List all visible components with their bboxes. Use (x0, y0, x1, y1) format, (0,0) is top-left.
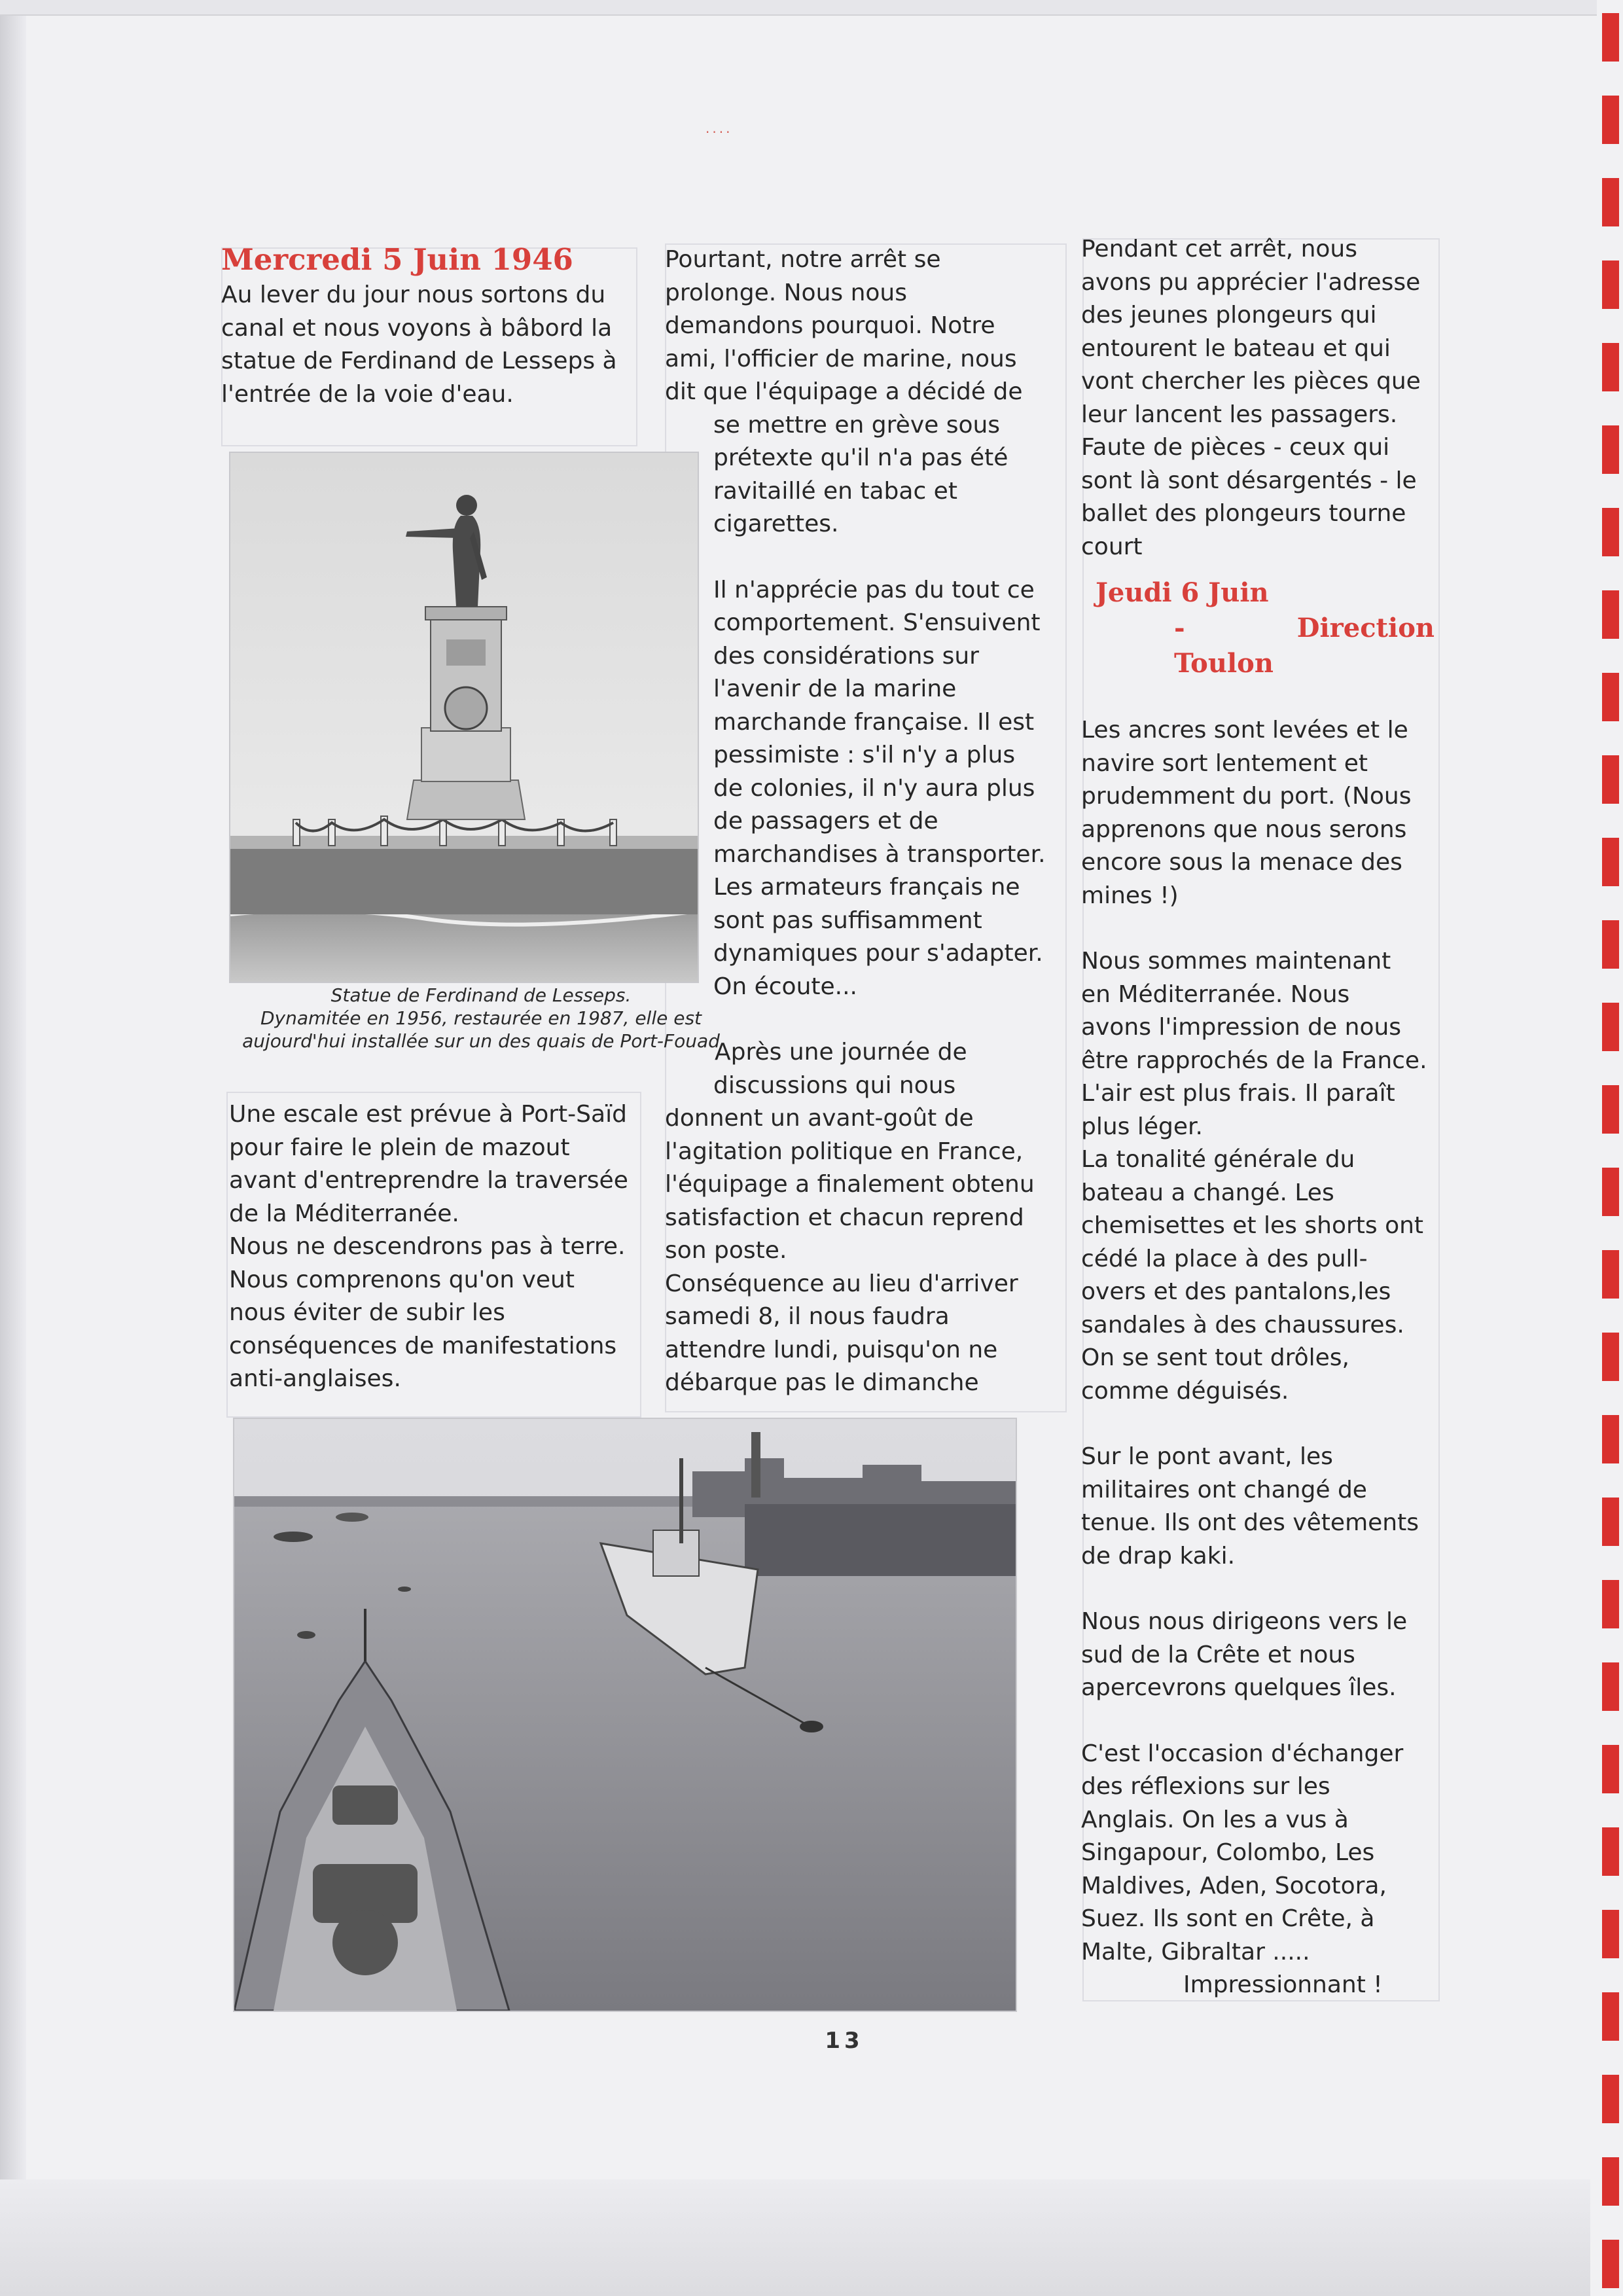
harbour-photo (233, 1418, 1017, 2012)
col3-line: militaires ont changé de (1081, 1476, 1367, 1503)
binding-notch (1602, 920, 1619, 969)
col3-line: Faute de pièces - ceux qui (1081, 434, 1390, 461)
col1-line: conséquences de manifestations (229, 1332, 617, 1359)
col3-line: court (1081, 533, 1143, 560)
col3-line: Nous nous dirigeons vers le (1081, 1608, 1408, 1635)
col3-line: navire sort lentement et (1081, 749, 1368, 777)
col2-line: prolonge. Nous nous (665, 279, 908, 306)
col3-line: Malte, Gibraltar ..... (1081, 1938, 1310, 1965)
statue-photo (229, 452, 699, 983)
col2-line: discussions qui nous (713, 1071, 956, 1099)
col2-line: son poste. (665, 1237, 787, 1264)
binding-notch (1602, 1250, 1619, 1299)
page-number: 13 (825, 2028, 864, 2054)
col2-line: marchandises à transporter. (713, 840, 1046, 868)
col3-line: Maldives, Aden, Socotora, (1081, 1872, 1387, 1899)
col2-line: Après une journée de (715, 1039, 967, 1066)
binding-notch (1602, 1827, 1619, 1876)
binding-notch (1602, 1745, 1619, 1793)
binding-notch (1602, 425, 1619, 474)
heading-jeudi (1081, 575, 1435, 681)
col3-line: cédé la place à des pull- (1081, 1245, 1368, 1272)
col2-line: dit que l'équipage a décidé de (665, 378, 1023, 405)
col3-line: On se sent tout drôles, (1081, 1344, 1349, 1371)
col3-line: sont là sont désargentés - le (1081, 467, 1417, 494)
col2-line: comportement. S'ensuivent (713, 609, 1041, 636)
col2-line: prétexte qu'il n'a pas été (713, 444, 1008, 471)
binding-notch (1602, 673, 1619, 721)
col3-line: Anglais. On les a vus à (1081, 1806, 1349, 1833)
binding-notch (1602, 260, 1619, 309)
heading-jeudi-line2: - Direction Toulon (1174, 613, 1435, 679)
binding-notch (1602, 1580, 1619, 1628)
col3-line: apprenons que nous serons (1081, 816, 1407, 843)
col1-line: avant d'entreprendre la traversée (229, 1167, 628, 1194)
col1-line: canal et nous voyons à bâbord la (221, 314, 613, 342)
binding-notch (1602, 1003, 1619, 1051)
col2-line: Pourtant, notre arrêt se (665, 246, 941, 273)
col3-line: Nous sommes maintenant (1081, 948, 1391, 975)
col2-line: débarque pas le dimanche (665, 1369, 979, 1396)
col3-line: mines !) (1081, 882, 1179, 909)
col3-line: tenue. Ils ont des vêtements (1081, 1509, 1419, 1536)
page-left-edge (0, 0, 26, 2296)
column-2 (665, 243, 1058, 1400)
column-1-intro (221, 241, 630, 411)
col3-line: de drap kaki. (1081, 1542, 1236, 1570)
col2-line: sont pas suffisamment (713, 906, 982, 934)
col2-line: Il n'apprécie pas du tout ce (713, 576, 1035, 603)
col3-line: plus léger. (1081, 1113, 1203, 1140)
binding-notch (1602, 96, 1619, 144)
col3-line: être rapprochés de la France. (1081, 1047, 1427, 1074)
column-1-escale (229, 1098, 635, 1396)
col3-line: sud de la Crête et nous (1081, 1641, 1355, 1668)
top-mark: .... (705, 120, 733, 136)
col3-line: prudemment du port. (Nous (1081, 783, 1412, 810)
col2-line: marchande française. Il est (713, 708, 1035, 736)
col3-line: bateau a changé. Les (1081, 1179, 1334, 1206)
binding-notch (1602, 590, 1619, 639)
binding-notch (1602, 1415, 1619, 1463)
col3-line: des réflexions sur les (1081, 1773, 1330, 1800)
binding-notch (1602, 1662, 1619, 1711)
binding-notch (1602, 13, 1619, 62)
col2-line: donnent un avant-goût de (665, 1105, 974, 1132)
col2-line: l'équipage a finalement obtenu (665, 1171, 1035, 1198)
binding-notch (1602, 1910, 1619, 1958)
col2-line: de passagers et de (713, 808, 938, 834)
col1-line: anti-anglaises. (229, 1365, 401, 1392)
col3-line: Singapour, Colombo, Les (1081, 1839, 1375, 1866)
col2-line: satisfaction et chacun reprend (665, 1204, 1024, 1231)
col2-line: demandons pourquoi. Notre (665, 312, 995, 339)
col2-line: de colonies, il n'y aura plus (713, 774, 1035, 802)
page-top-edge (0, 0, 1597, 16)
col3-line: Les ancres sont levées et le (1081, 717, 1408, 744)
col3-line: Sur le pont avant, les (1081, 1443, 1333, 1470)
binding-notch (1602, 2075, 1619, 2123)
binding-notch (1602, 1085, 1619, 1134)
closing-line: Impressionnant ! (1183, 1971, 1383, 1998)
col3-line: apercevrons quelques îles. (1081, 1674, 1397, 1701)
binding-notch (1602, 755, 1619, 804)
binding-notch (1602, 1333, 1619, 1381)
col2-line: cigarettes. (713, 511, 839, 537)
col1-line: nous éviter de subir les (229, 1299, 505, 1326)
heading-mercredi: Mercredi 5 Juin 1946 (221, 242, 573, 277)
ring-binding (1584, 0, 1623, 2296)
col2-line: se mettre en grève sous (713, 411, 1001, 439)
col3-line: sandales à des chaussures. (1081, 1311, 1404, 1338)
col2-line: Conséquence au lieu d'arriver (665, 1270, 1018, 1297)
col1-line: statue de Ferdinand de Lesseps à (221, 348, 617, 374)
page-bottom-edge (0, 2179, 1590, 2296)
col2-line: dynamiques pour s'adapter. (713, 940, 1043, 967)
col1-line: Nous comprenons qu'on veut (229, 1266, 575, 1293)
binding-notch (1602, 1168, 1619, 1216)
col3-line: ballet des plongeurs tourne (1081, 500, 1406, 527)
binding-notch (1602, 508, 1619, 556)
caption-line: Statue de Ferdinand de Lesseps. (330, 984, 632, 1006)
col2-line: attendre lundi, puisqu'on ne (665, 1336, 998, 1363)
col3-line: leur lancent les passagers. (1081, 401, 1398, 428)
caption-line: Dynamitée en 1956, restaurée en 1987, elle est (260, 1007, 702, 1029)
col3-line: avons l'impression de nous (1081, 1014, 1402, 1041)
col3-line: overs et des pantalons,les (1081, 1278, 1391, 1305)
col1-line: l'entrée de la voie d'eau. (221, 380, 514, 408)
binding-notch (1602, 1498, 1619, 1546)
heading-jeudi-line1: Jeudi 6 Juin (1096, 577, 1269, 608)
col2-line: pessimiste : s'il n'y a plus (713, 742, 1016, 768)
binding-notch (1602, 838, 1619, 886)
col1-line: pour faire le plein de mazout (229, 1134, 570, 1161)
col3-line: en Méditerranée. Nous (1081, 980, 1350, 1008)
col1-line: de la Méditerranée. (229, 1200, 459, 1227)
col3-line: L'air est plus frais. Il paraît (1081, 1080, 1395, 1107)
col1-line: Une escale est prévue à Port-Saïd (229, 1101, 627, 1128)
col1-line: Nous ne descendrons pas à terre. (229, 1233, 626, 1260)
col2-line: l'avenir de la marine (713, 675, 957, 702)
col3-line: entourent le bateau et qui (1081, 334, 1391, 362)
col3-line: C'est l'occasion d'échanger (1081, 1740, 1404, 1767)
col2-line: ami, l'officier de marine, nous (665, 345, 1017, 372)
binding-notch (1602, 343, 1619, 391)
col2-line: des considérations sur (713, 642, 979, 670)
binding-notch (1602, 178, 1619, 226)
binding-notch (1602, 1992, 1619, 2041)
col3-line: Suez. Ils sont en Crête, à (1081, 1905, 1375, 1932)
caption-line: aujourd'hui installée sur un des quais de Port-Fouad (242, 1030, 720, 1052)
column-3 (1081, 233, 1435, 2002)
col2-line: ravitaillé en tabac et (713, 477, 957, 505)
col2-line: l'agitation politique en France, (665, 1138, 1024, 1165)
col2-line: Les armateurs français ne (713, 874, 1020, 901)
col3-line: avons pu apprécier l'adresse (1081, 268, 1421, 296)
col1-line: Au lever du jour nous sortons du (221, 281, 606, 308)
col3-line: chemisettes et les shorts ont (1081, 1212, 1424, 1239)
col2-line: On écoute... (713, 973, 857, 1000)
col3-line: vont chercher les pièces que (1081, 368, 1421, 395)
col3-line: des jeunes plongeurs qui (1081, 302, 1377, 329)
col3-line: Pendant cet arrêt, nous (1081, 236, 1357, 262)
col3-line: La tonalité générale du (1081, 1146, 1355, 1173)
col2-line: samedi 8, il nous faudra (665, 1303, 950, 1330)
binding-notch (1602, 2157, 1619, 2206)
statue-caption (223, 984, 740, 1052)
binding-notch (1602, 2240, 1619, 2288)
col3-line: comme déguisés. (1081, 1377, 1289, 1405)
col3-line: encore sous la menace des (1081, 849, 1402, 876)
